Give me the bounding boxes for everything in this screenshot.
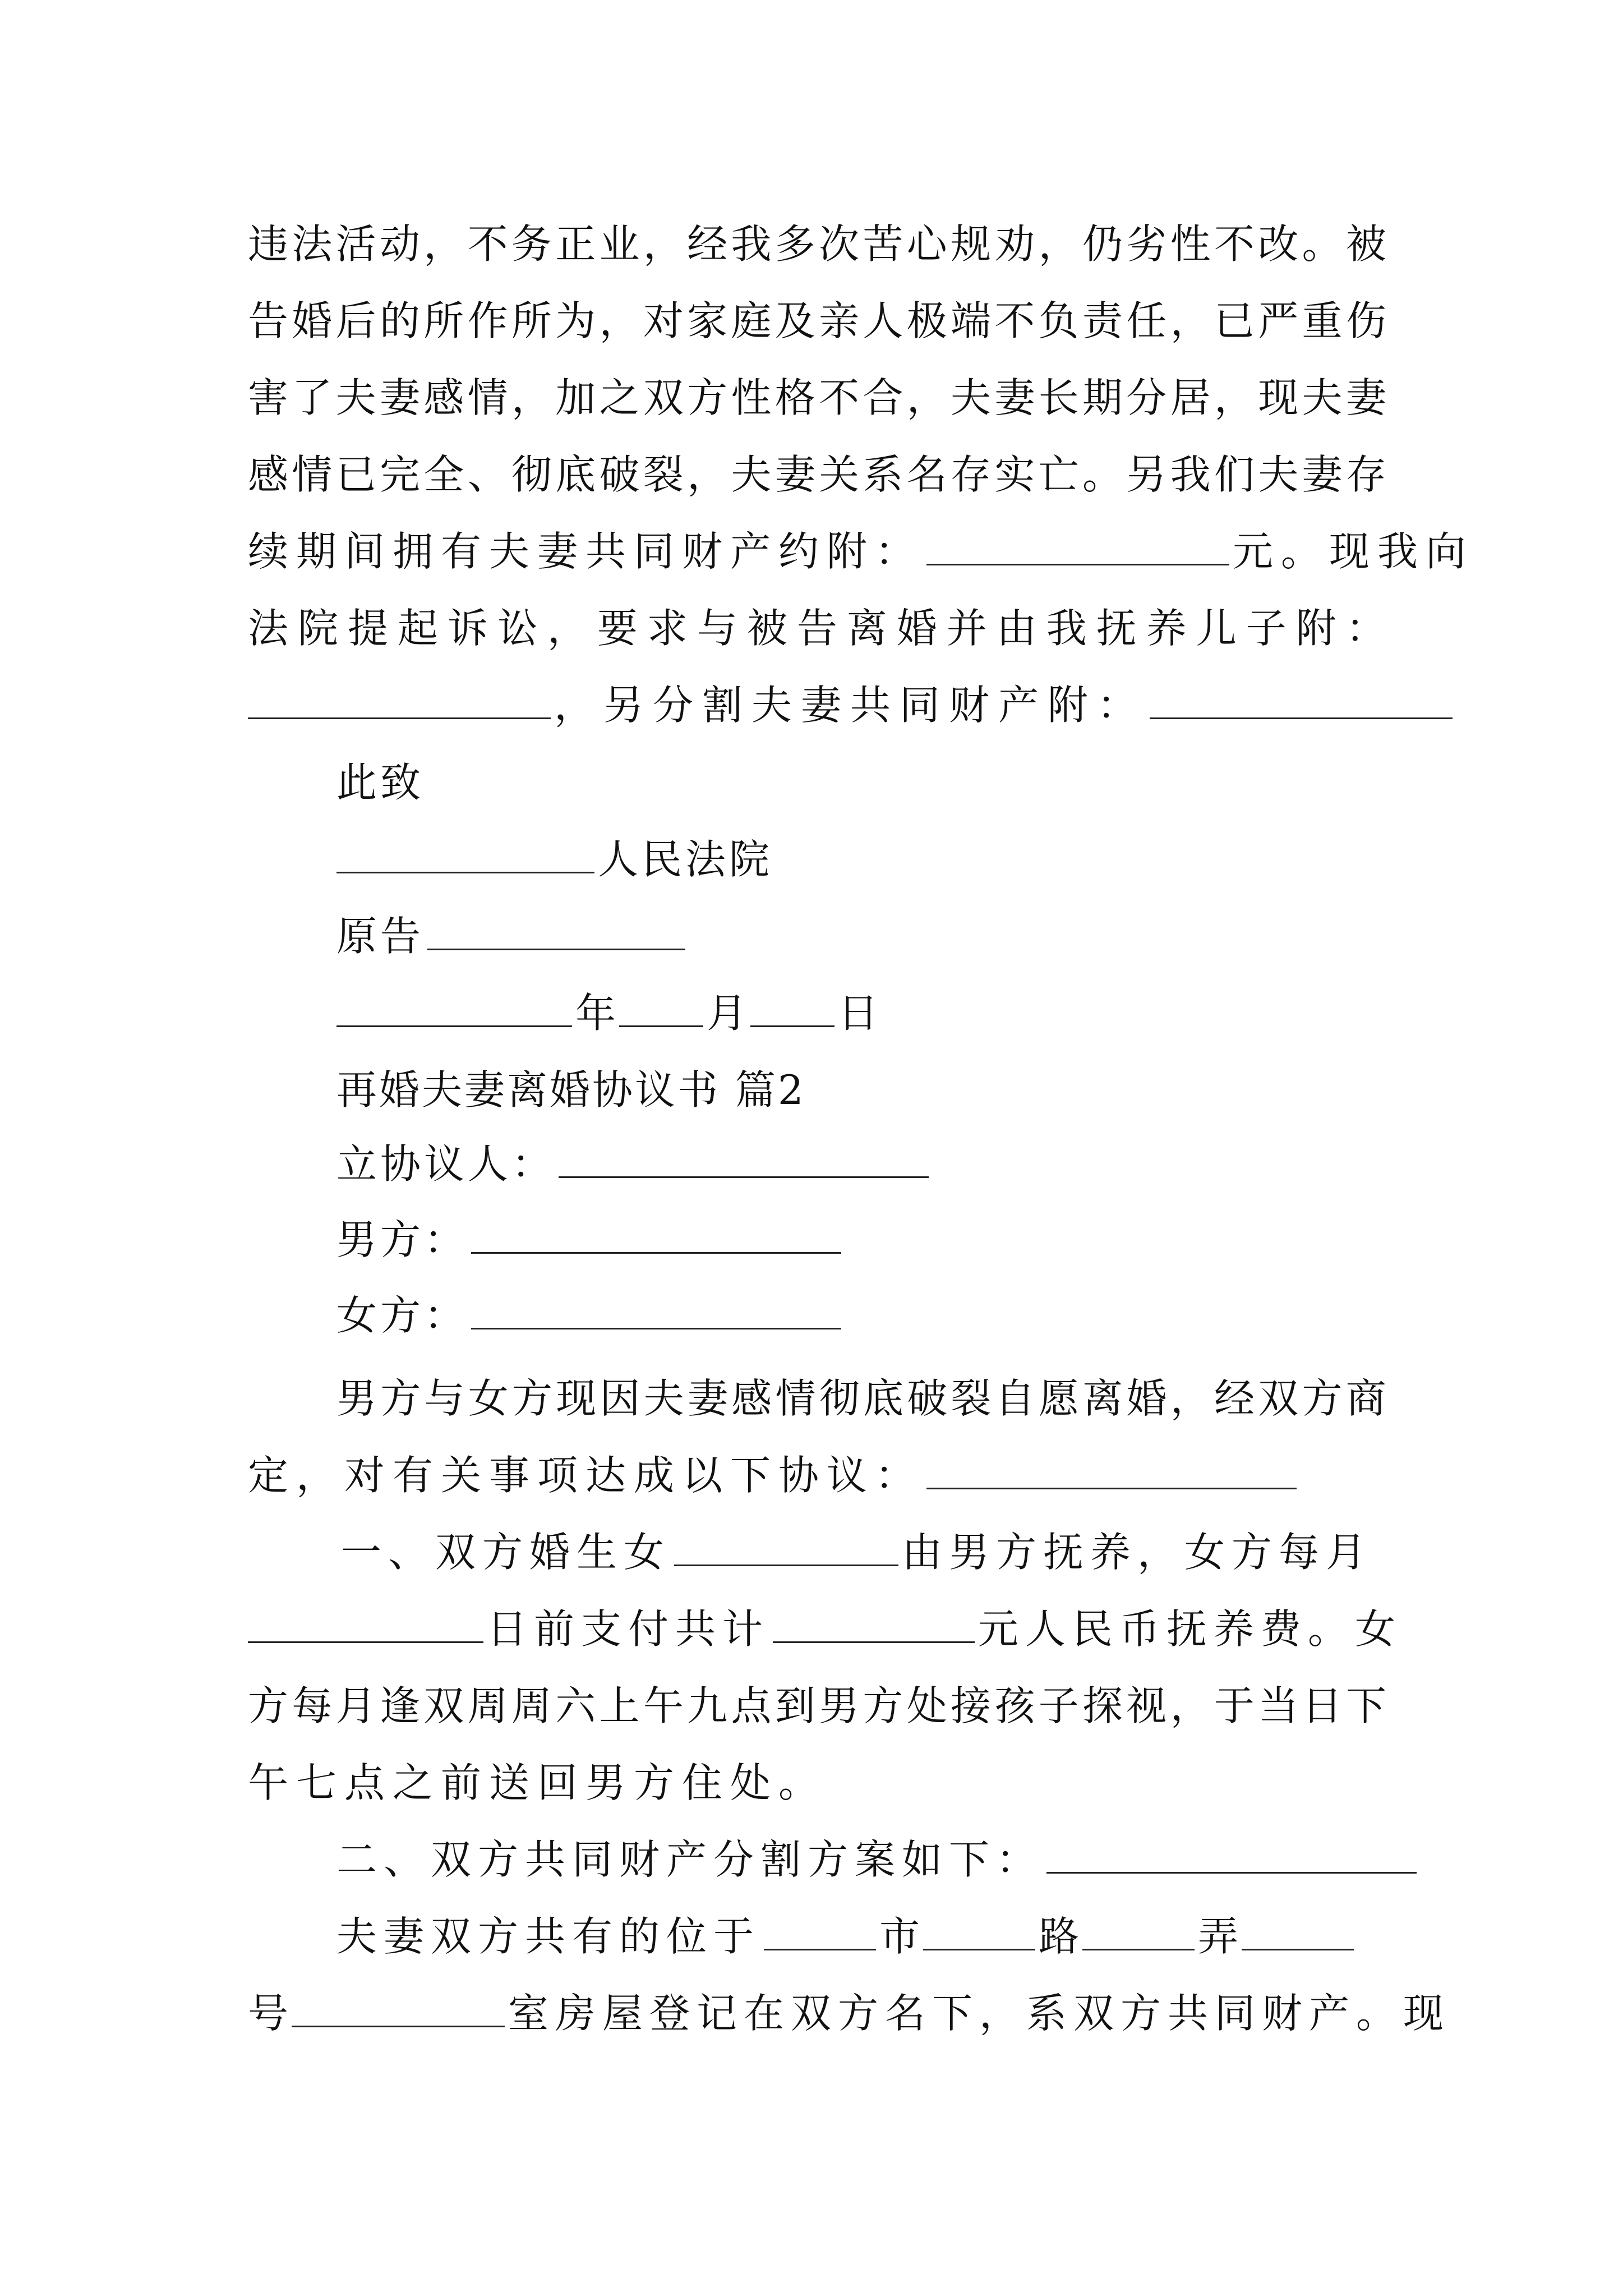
body-line-7 — [248, 663, 1386, 747]
item1-line-4-text: 午七点之前送回男方住处。 — [248, 1759, 827, 1806]
text-char: 仍 — [1082, 220, 1123, 268]
text-char: 关 — [819, 451, 860, 498]
lane-number-blank — [1242, 1915, 1354, 1950]
body-line-5 — [248, 509, 1474, 593]
text-char: 点 — [731, 1682, 772, 1729]
item1-line-1 — [341, 1510, 1386, 1594]
text-char: ， — [1170, 1375, 1211, 1422]
text-char: 心 — [906, 220, 947, 268]
text-char: 每 — [292, 1682, 333, 1729]
item1-custody-text: 由男方抚养，女方每月 — [902, 1529, 1373, 1576]
plaintiff-blank — [427, 915, 685, 950]
text-char: 诉 — [447, 605, 488, 652]
text-char: 庭 — [731, 297, 772, 344]
text-char: 告 — [248, 297, 289, 344]
text-char: 感 — [248, 451, 289, 498]
item2-label: 二、双方共同财产分割方案如下： — [336, 1836, 1044, 1883]
city-blank — [764, 1915, 876, 1950]
text-char: 女 — [468, 1375, 509, 1422]
text-char: 妻 — [1345, 374, 1386, 421]
text-char: ， — [423, 220, 464, 268]
text-char: 妻 — [1302, 451, 1343, 498]
text-char: 夫 — [1302, 374, 1343, 421]
house-registration-text: 室房屋登记在双方名下，系双方共同财产。现 — [508, 1990, 1451, 2037]
item1-line-2 — [248, 1587, 1403, 1671]
text-char: 的 — [379, 297, 420, 344]
text-char: 我 — [731, 220, 772, 268]
text-char: 期 — [1082, 374, 1123, 421]
text-char: 作 — [467, 297, 508, 344]
court-line — [336, 817, 1402, 901]
text-char: 夫 — [643, 1375, 684, 1422]
text-char: 夫 — [951, 374, 992, 421]
body-line-2 — [248, 279, 1386, 363]
text-char: 正 — [555, 220, 596, 268]
text-char: 感 — [423, 374, 464, 421]
text-char: 彻 — [819, 1375, 860, 1422]
month-blank — [619, 992, 703, 1027]
text-char: 全 — [423, 451, 464, 498]
text-char: 于 — [1214, 1682, 1255, 1729]
text-char: 告 — [796, 605, 837, 652]
text-char: 儿 — [1196, 605, 1237, 652]
text-char: 视 — [1126, 1682, 1167, 1729]
text-char: ， — [1214, 374, 1255, 421]
text-char: 破 — [599, 451, 640, 498]
property-split-label: ，另分割夫妻共同财产附： — [554, 682, 1147, 729]
text-char: 情 — [467, 374, 508, 421]
text-char: 不 — [819, 374, 860, 421]
text-char: 当 — [1258, 1682, 1299, 1729]
text-char: 存 — [951, 451, 992, 498]
text-char: 六 — [555, 1682, 596, 1729]
property-split-blank — [1150, 684, 1453, 719]
text-char: 性 — [1170, 220, 1211, 268]
item1-support-text: 元人民币抚养费。女 — [978, 1605, 1403, 1653]
text-char: 探 — [1082, 1682, 1123, 1729]
text-char: 方 — [687, 374, 728, 421]
text-char: 活 — [335, 220, 376, 268]
text-char: 伤 — [1345, 297, 1386, 344]
text-char: 端 — [951, 297, 992, 344]
payment-amount-blank — [773, 1608, 975, 1643]
text-char: 被 — [746, 605, 787, 652]
body-line-3 — [248, 356, 1386, 440]
text-char: 裂 — [643, 451, 684, 498]
text-char: 我 — [1046, 605, 1087, 652]
text-char: 妻 — [994, 374, 1035, 421]
text-char: 亲 — [819, 297, 860, 344]
text-char: 双 — [643, 374, 684, 421]
payment-day-blank — [248, 1608, 483, 1643]
text-char: 改 — [1258, 220, 1299, 268]
party-blank — [559, 1143, 929, 1178]
text-char: 子 — [1246, 605, 1287, 652]
city-label: 市 — [879, 1913, 920, 1960]
text-char: 男 — [336, 1375, 377, 1422]
text-char: 被 — [1345, 220, 1386, 268]
month-label: 月 — [707, 990, 748, 1037]
text-char: 。 — [1302, 220, 1343, 268]
text-char: 法 — [292, 220, 333, 268]
body-line-1 — [248, 202, 1386, 286]
text-char: ， — [1038, 220, 1079, 268]
text-char: 现 — [1258, 374, 1299, 421]
text-char: 方 — [512, 1375, 553, 1422]
item1-label: 一、双方婚生女 — [341, 1529, 671, 1576]
year-label: 年 — [575, 990, 616, 1037]
text-char: 日 — [1302, 1682, 1343, 1729]
text-char: 完 — [379, 451, 420, 498]
lane-blank — [1082, 1915, 1195, 1950]
text-char: 。 — [1082, 451, 1123, 498]
text-char: ， — [687, 451, 728, 498]
house-line-2 — [248, 1971, 1451, 2055]
text-char: 人 — [863, 297, 903, 344]
text-char: 重 — [1302, 297, 1343, 344]
text-char: 底 — [555, 451, 596, 498]
body-line-4 — [248, 432, 1386, 517]
text-char: 方 — [380, 1375, 421, 1422]
intro-line-2-text: 定，对有关事项达成以下协议： — [248, 1452, 924, 1499]
text-char: 不 — [1214, 220, 1255, 268]
text-char: 自 — [994, 1375, 1035, 1422]
property-label: 续期间拥有夫妻共同财产约附： — [248, 528, 924, 575]
text-char: 底 — [863, 1375, 904, 1422]
text-char: 抚 — [1096, 605, 1137, 652]
day-blank — [750, 992, 834, 1027]
text-char: 讼 — [497, 605, 538, 652]
text-char: 夫 — [731, 451, 772, 498]
text-char: 害 — [248, 374, 289, 421]
text-char: 法 — [248, 605, 289, 652]
text-char: 周 — [467, 1682, 508, 1729]
female-line — [336, 1273, 1402, 1358]
text-char: 不 — [994, 297, 1035, 344]
text-char: 与 — [424, 1375, 465, 1422]
property-amount-blank — [926, 530, 1229, 565]
female-blank — [471, 1294, 841, 1329]
text-char: ， — [547, 605, 588, 652]
road-blank — [923, 1915, 1035, 1950]
text-char: 养 — [1146, 605, 1187, 652]
intro-line-1 — [336, 1356, 1386, 1441]
section-title-text: 再婚夫妻离婚协议书 篇2 — [336, 1066, 806, 1114]
text-char: 子 — [1038, 1682, 1079, 1729]
text-char: 性 — [731, 374, 772, 421]
text-char: 加 — [555, 374, 596, 421]
text-char: 已 — [1214, 297, 1255, 344]
text-char: 妻 — [688, 1375, 728, 1422]
text-char: 婚 — [1126, 1375, 1167, 1422]
text-char: 午 — [643, 1682, 684, 1729]
text-char: 夫 — [1258, 451, 1299, 498]
text-char: 因 — [600, 1375, 640, 1422]
text-char: 为 — [555, 297, 596, 344]
court-text: 人民法院 — [598, 836, 773, 883]
intro-line-2 — [248, 1433, 1386, 1517]
text-char: 商 — [1345, 1375, 1386, 1422]
text-char: 孩 — [994, 1682, 1035, 1729]
text-char: 所 — [511, 297, 552, 344]
text-char: 情 — [292, 451, 333, 498]
text-char: 对 — [643, 297, 684, 344]
text-char: 下 — [1345, 1682, 1386, 1729]
plaintiff-line — [336, 894, 1402, 978]
text-char: 求 — [647, 605, 688, 652]
text-char: 经 — [687, 220, 728, 268]
text-char: 现 — [556, 1375, 597, 1422]
text-char: 违 — [248, 220, 289, 268]
text-char: 月 — [335, 1682, 376, 1729]
text-char: 务 — [511, 220, 552, 268]
party-line — [336, 1122, 1402, 1206]
text-char: 九 — [687, 1682, 728, 1729]
text-char: 附 — [1295, 605, 1336, 652]
salutation — [336, 740, 1402, 825]
text-char: 系 — [863, 451, 903, 498]
text-char: 规 — [951, 220, 992, 268]
text-char: 动 — [379, 220, 420, 268]
text-char: 双 — [423, 1682, 464, 1729]
intro-blank — [926, 1454, 1297, 1489]
text-char: 亡 — [1038, 451, 1079, 498]
text-char: 任 — [1126, 297, 1167, 344]
text-char: 格 — [774, 374, 815, 421]
text-char: ， — [511, 374, 552, 421]
text-char: 要 — [597, 605, 638, 652]
text-char: 与 — [697, 605, 737, 652]
custody-blank — [248, 684, 551, 719]
text-char: 方 — [1302, 1375, 1343, 1422]
salutation-text: 此致 — [336, 759, 425, 806]
house-label: 夫妻双方共有的位于 — [336, 1913, 761, 1960]
body-line-6 — [248, 586, 1386, 670]
text-char: ， — [599, 297, 640, 344]
lane-label: 弄 — [1198, 1913, 1239, 1960]
text-char: 妻 — [379, 374, 420, 421]
court-blank — [336, 838, 594, 873]
text-char: 们 — [1214, 451, 1255, 498]
text-char: 提 — [347, 605, 388, 652]
text-char: 不 — [467, 220, 508, 268]
text-char: 逢 — [379, 1682, 420, 1729]
text-char: 感 — [731, 1375, 772, 1422]
item1-payment-text: 日前支付共计 — [487, 1605, 770, 1653]
text-char: 处 — [906, 1682, 947, 1729]
text-char: ： — [1345, 605, 1386, 652]
text-char: 及 — [774, 297, 815, 344]
text-char: 居 — [1170, 374, 1211, 421]
item2-line — [336, 1818, 1386, 1902]
text-char: 上 — [599, 1682, 640, 1729]
text-char: 已 — [335, 451, 376, 498]
text-char: 周 — [511, 1682, 552, 1729]
text-char: ， — [643, 220, 684, 268]
item1-line-3 — [248, 1664, 1386, 1748]
text-char: 妻 — [774, 451, 815, 498]
male-label: 男方： — [336, 1216, 468, 1263]
text-char: ， — [1170, 1682, 1211, 1729]
daughter-name-blank — [674, 1531, 898, 1566]
text-char: 所 — [423, 297, 464, 344]
text-char: 离 — [846, 605, 887, 652]
text-char: 离 — [1082, 1375, 1123, 1422]
text-char: 长 — [1038, 374, 1079, 421]
house-number-label: 号 — [248, 1990, 289, 2037]
date-line — [336, 971, 1402, 1055]
text-char: 并 — [946, 605, 987, 652]
text-char: 多 — [774, 220, 815, 268]
text-char: 、 — [467, 451, 508, 498]
text-char: 婚 — [896, 605, 937, 652]
text-char: 彻 — [511, 451, 552, 498]
text-char: 裂 — [951, 1375, 992, 1422]
text-char: 分 — [1126, 374, 1167, 421]
room-blank — [292, 1992, 505, 2027]
text-char: 我 — [1170, 451, 1211, 498]
text-char: 破 — [907, 1375, 948, 1422]
year-blank — [336, 992, 572, 1027]
text-char: 经 — [1214, 1375, 1255, 1422]
text-char: 双 — [1258, 1375, 1299, 1422]
section-title — [336, 1048, 1402, 1132]
house-line-1 — [336, 1894, 1386, 1978]
plaintiff-label: 原告 — [336, 913, 425, 960]
text-char: 到 — [774, 1682, 815, 1729]
road-label: 路 — [1039, 1913, 1080, 1960]
text-char: 存 — [1345, 451, 1386, 498]
text-char: 院 — [297, 605, 338, 652]
text-char: 劣 — [1126, 220, 1167, 268]
text-char: 业 — [599, 220, 640, 268]
text-char: 夫 — [335, 374, 376, 421]
text-char: 合 — [863, 374, 903, 421]
text-char: 接 — [951, 1682, 992, 1729]
text-char: 次 — [819, 220, 860, 268]
text-char: 起 — [397, 605, 438, 652]
text-char: 苦 — [863, 220, 903, 268]
text-char: 极 — [906, 297, 947, 344]
day-label: 日 — [838, 990, 879, 1037]
item1-line-4 — [248, 1741, 1386, 1825]
text-char: 家 — [687, 297, 728, 344]
text-char: 愿 — [1039, 1375, 1080, 1422]
text-char: 实 — [994, 451, 1035, 498]
text-char: ， — [1170, 297, 1211, 344]
text-char: 负 — [1038, 297, 1079, 344]
text-char: 由 — [996, 605, 1037, 652]
property-suffix: 元。现我向 — [1233, 528, 1474, 575]
text-char: 了 — [292, 374, 333, 421]
text-char: 婚 — [292, 297, 333, 344]
text-char: 情 — [775, 1375, 816, 1422]
text-char: 名 — [906, 451, 947, 498]
party-label: 立协议人： — [336, 1140, 556, 1188]
male-line — [336, 1198, 1402, 1282]
text-char: 男 — [819, 1682, 860, 1729]
female-label: 女方： — [336, 1292, 468, 1339]
text-char: 严 — [1258, 297, 1299, 344]
male-blank — [471, 1218, 841, 1254]
text-char: ， — [906, 374, 947, 421]
text-char: 后 — [335, 297, 376, 344]
text-char: 方 — [863, 1682, 903, 1729]
text-char: 责 — [1082, 297, 1123, 344]
text-char: 方 — [248, 1682, 289, 1729]
text-char: 之 — [599, 374, 640, 421]
text-char: 劝 — [994, 220, 1035, 268]
text-char: 另 — [1126, 451, 1167, 498]
item2-blank — [1046, 1838, 1417, 1874]
